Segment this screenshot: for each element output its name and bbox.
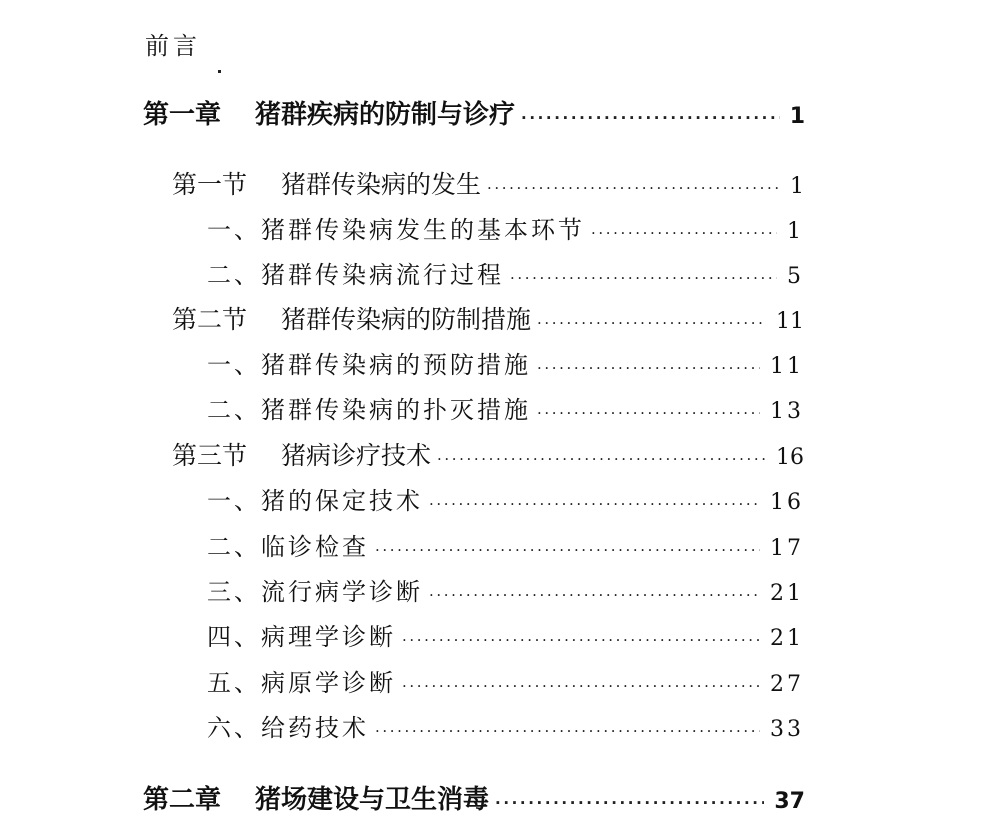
toc-leader-dots — [537, 314, 766, 332]
toc-item-title: 一、猪的保定技术 — [207, 487, 423, 515]
toc-page-number: 21 — [770, 626, 804, 651]
toc-item — [207, 345, 804, 380]
toc-leader-dots — [537, 404, 760, 422]
toc-section-number: 第二节 — [172, 305, 248, 334]
toc-page-number: 16 — [770, 490, 804, 515]
toc-item-title: 三、流行病学诊断 — [207, 578, 423, 606]
toc-chapter-number: 第二章 — [143, 785, 222, 815]
toc-page-number: 5 — [787, 264, 804, 289]
toc-leader-dots — [429, 586, 760, 604]
toc-item — [207, 708, 804, 743]
toc-item — [207, 255, 804, 290]
toc-page-number: 11 — [776, 309, 804, 334]
toc-page-number: 27 — [770, 672, 804, 697]
toc-page-number: 1 — [789, 104, 805, 129]
toc-section-number: 第三节 — [172, 441, 248, 470]
toc-page-number: 1 — [790, 174, 804, 199]
toc-item-title: 四、病理学诊断 — [207, 623, 396, 651]
toc-section-title: 猪病诊疗技术 — [281, 441, 432, 470]
toc-section-1-heading — [172, 165, 481, 201]
toc-leader-dots — [537, 359, 760, 377]
toc-item-title: 二、猪群传染病的扑灭措施 — [207, 396, 531, 424]
toc-chapter-2-heading — [143, 779, 489, 816]
toc-section-3 — [172, 436, 804, 472]
toc-section-1 — [172, 165, 804, 201]
toc-leader-dots — [402, 631, 760, 649]
toc-chapter-number: 第一章 — [143, 100, 222, 130]
toc-leader-dots — [521, 109, 780, 127]
toc-page-number: 21 — [770, 581, 804, 606]
toc-section-3-heading — [172, 436, 431, 472]
toc-chapter-1 — [143, 94, 805, 131]
toc-page-number: 1 — [787, 219, 804, 244]
toc-leader-dots — [510, 269, 777, 287]
preface-entry: 前言 — [145, 32, 201, 60]
toc-chapter-2 — [143, 779, 805, 816]
toc-chapter-title: 猪群疾病的防制与诊疗 — [255, 100, 516, 130]
toc-page-number: 13 — [770, 399, 804, 424]
toc-leader-dots — [375, 541, 760, 559]
toc-leader-dots — [437, 450, 766, 468]
toc-item-title: 一、猪群传染病的预防措施 — [207, 351, 531, 379]
toc-section-2-heading — [172, 300, 531, 336]
toc-leader-dots — [375, 722, 760, 740]
toc-item — [207, 481, 804, 516]
toc-item-title: 六、给药技术 — [207, 714, 369, 742]
print-speck — [218, 70, 221, 73]
toc-item — [207, 527, 804, 562]
toc-chapter-title: 猪场建设与卫生消毒 — [255, 785, 490, 815]
toc-item — [207, 663, 804, 698]
toc-item — [207, 210, 804, 245]
toc-page-number: 37 — [774, 789, 805, 814]
toc-leader-dots — [429, 495, 760, 513]
toc-item-title: 五、病原学诊断 — [207, 669, 396, 697]
toc-item-title: 二、猪群传染病流行过程 — [207, 261, 504, 289]
toc-section-2 — [172, 300, 804, 336]
toc-section-number: 第一节 — [172, 170, 248, 199]
toc-page-number: 11 — [770, 354, 804, 379]
toc-page-number: 16 — [776, 445, 804, 470]
toc-item-title: 二、临诊检查 — [207, 533, 369, 561]
toc-chapter-1-heading — [143, 94, 515, 131]
toc-item — [207, 617, 804, 652]
toc-section-title: 猪群传染病的防制措施 — [281, 305, 532, 334]
toc-item — [207, 572, 804, 607]
toc-page-number: 33 — [770, 717, 804, 742]
toc-item — [207, 390, 804, 425]
toc-leader-dots — [591, 224, 777, 242]
toc-leader-dots — [487, 179, 780, 197]
toc-page-number: 17 — [770, 536, 804, 561]
toc-leader-dots — [402, 677, 760, 695]
toc-item-title: 一、猪群传染病发生的基本环节 — [207, 216, 585, 244]
toc-section-title: 猪群传染病的发生 — [281, 170, 482, 199]
toc-leader-dots — [495, 794, 764, 812]
